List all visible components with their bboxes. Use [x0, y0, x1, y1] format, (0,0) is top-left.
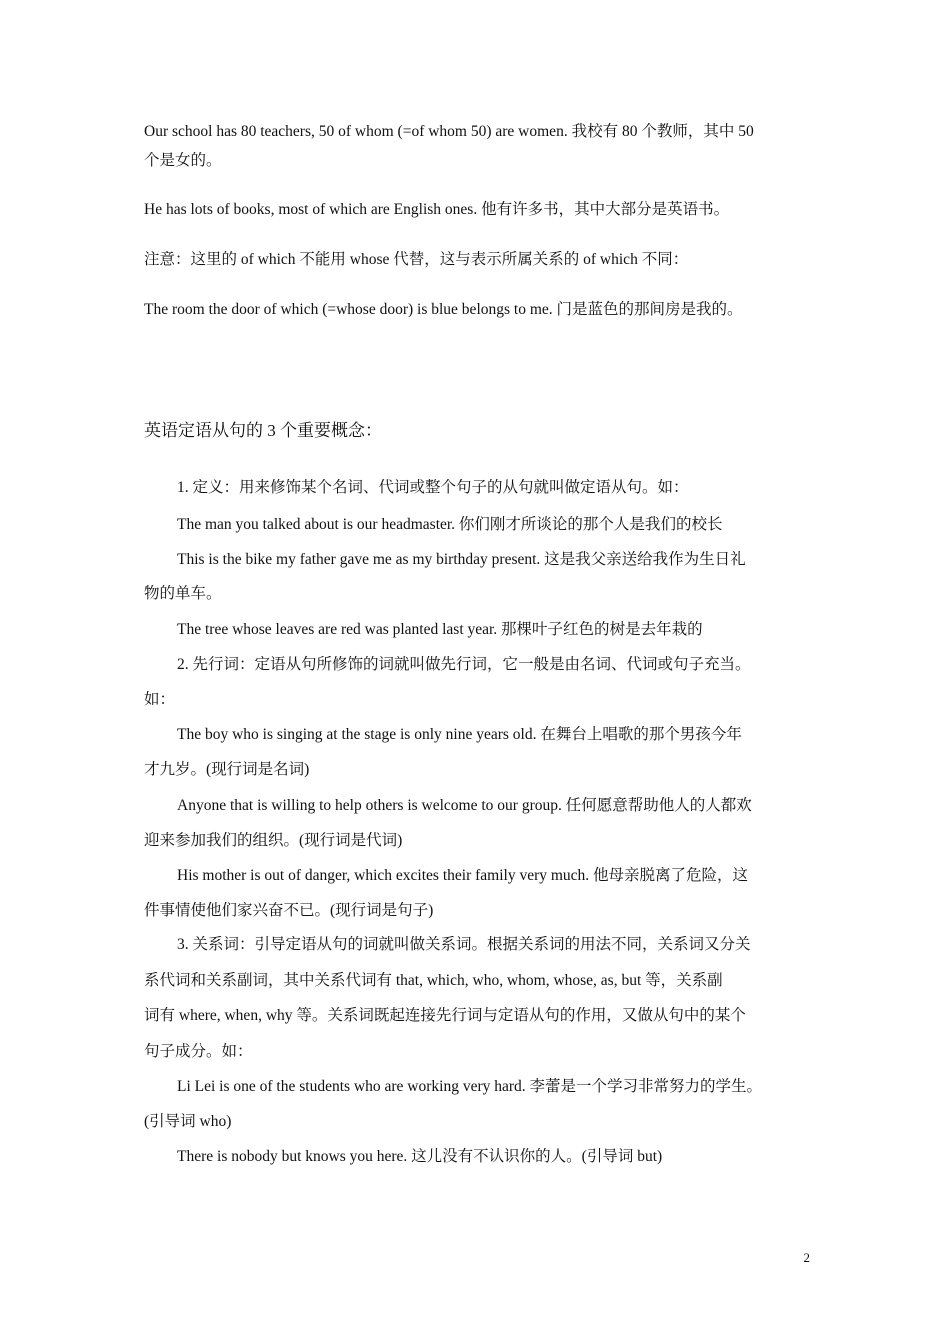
page-number: 2 — [803, 1250, 810, 1265]
definition-heading: 1. 定义：用来修饰某个名词、代词或整个句子的从句就叫做定语从句。如： — [177, 479, 689, 496]
example-line: 迎来参加我们的组织。(现行词是代词) — [144, 832, 403, 849]
example-line: 才九岁。(现行词是名词) — [144, 761, 310, 778]
example-line: Anyone that is willing to help others is welcome to our group. 任何愿意帮助他人的人都欢 — [177, 797, 752, 814]
example-line: This is the bike my father gave me as my birthday present. 这是我父亲送给我作为生日礼 — [177, 551, 746, 568]
example-line: The boy who is singing at the stage is only nine years old. 在舞台上唱歌的那个男孩今年 — [177, 726, 742, 743]
note-line: 注意：这里的 of which 不能用 whose 代替，这与表示所属关系的 of which 不同： — [144, 251, 689, 268]
example-line: There is nobody but knows you here. 这儿没有不认识你的人。(引导词 but) — [177, 1148, 663, 1165]
text-line: The room the door of which (=whose door) is blue belongs to me. 门是蓝色的那间房是我的。 — [144, 301, 743, 318]
example-line: 件事情使他们家兴奋不已。(现行词是句子) — [144, 902, 434, 919]
text-line: 个是女的。 — [144, 152, 222, 169]
example-line: The man you talked about is our headmaster. 你们刚才所谈论的那个人是我们的校长 — [177, 516, 723, 533]
example-line: The tree whose leaves are red was planted last year. 那棵叶子红色的树是去年栽的 — [177, 621, 703, 638]
antecedent-heading: 2. 先行词：定语从句所修饰的词就叫做先行词，它一般是由名词、代词或句子充当。 — [177, 656, 751, 673]
text-line: 句子成分。如： — [144, 1043, 253, 1060]
text-line: He has lots of books, most of which are English ones. 他有许多书，其中大部分是英语书。 — [144, 201, 730, 218]
section-heading: 英语定语从句的 3 个重要概念： — [144, 421, 382, 440]
example-line: His mother is out of danger, which excites their family very much. 他母亲脱离了危险，这 — [177, 867, 749, 884]
text-line: 词有 where, when, why 等。关系词既起连接先行词与定语从句的作用，又做从句中的某个 — [144, 1007, 746, 1024]
text-line: Our school has 80 teachers, 50 of whom (=of whom 50) are women. 我校有 80 个教师，其中 50 — [144, 123, 754, 140]
relative-word-heading: 3. 关系词：引导定语从句的词就叫做关系词。根据关系词的用法不同，关系词又分关 — [177, 936, 751, 953]
example-line: (引导词 who) — [144, 1113, 232, 1130]
example-line: 物的单车。 — [144, 585, 222, 602]
text-line: 如： — [144, 691, 176, 708]
text-line: 系代词和关系副词，其中关系代词有 that, which, who, whom, whose, as, but 等，关系副 — [144, 972, 723, 989]
example-line: Li Lei is one of the students who are working very hard. 李蕾是一个学习非常努力的学生。 — [177, 1078, 763, 1095]
